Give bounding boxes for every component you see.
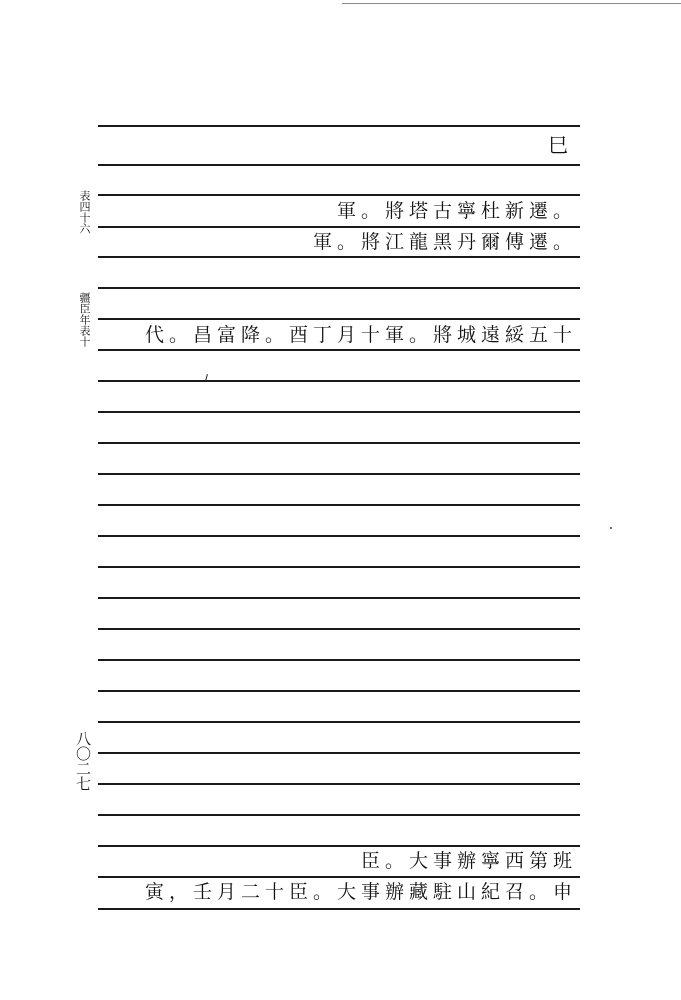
page-number: 八〇二七: [74, 731, 92, 791]
chapter-title: 疆臣年表十: [78, 292, 91, 347]
table-rule: [98, 814, 580, 816]
table-rule: [98, 442, 580, 444]
table-rule: [98, 659, 580, 661]
table-rule: [98, 287, 580, 289]
table-row-entry: 臣。大事辦寧西第班: [360, 850, 577, 872]
top-edge-line: [342, 3, 681, 4]
table-row-entry: 代。昌富降。酉丁月十軍。將城遠綏五十: [144, 324, 577, 346]
table-rule: [98, 597, 580, 599]
table-rule: [98, 752, 580, 754]
table-rule: [98, 125, 580, 127]
table-rule: [98, 411, 580, 413]
table-rule: [98, 164, 580, 166]
table-row-entry: 軍。將塔古寧杜新遷。: [336, 200, 577, 222]
table-rule: [98, 535, 580, 537]
table-row-entry: 軍。將江龍黑丹爾傅遷。: [312, 231, 577, 253]
table-rule: [98, 504, 580, 506]
table-rule: [98, 628, 580, 630]
table-rule: [98, 690, 580, 692]
table-rule: [98, 473, 580, 475]
year-header-mark: 巳: [548, 133, 573, 157]
table-rule: [98, 566, 580, 568]
scan-dot: [610, 527, 612, 529]
table-rule: [98, 783, 580, 785]
table-row-entry: 寅，壬月二十臣。大事辦藏駐山紀召。申: [144, 881, 577, 903]
section-label: 表四十六: [78, 190, 91, 234]
table-rule: [98, 721, 580, 723]
table-rule: [98, 908, 580, 910]
table-rule: [98, 380, 580, 382]
